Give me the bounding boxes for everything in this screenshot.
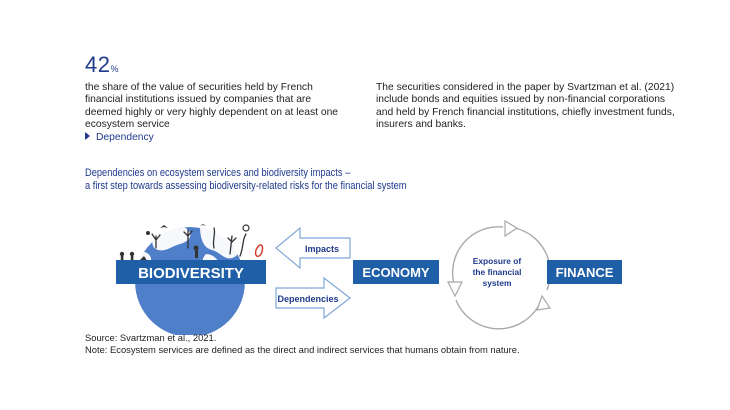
dependency-link[interactable]: [85, 132, 154, 143]
exposure-line2: the financial: [472, 267, 522, 277]
exposure-line1: Exposure of: [472, 256, 522, 266]
biodiversity-diagram: [0, 195, 730, 335]
finance-label: FINANCE: [555, 265, 614, 280]
exposure-line3: system: [482, 278, 512, 288]
dependencies-label: Dependencies: [277, 294, 339, 304]
diagram-title-line1: Dependencies on ecosystem services and biodiversity impacts –: [85, 167, 351, 179]
diagram-title: [85, 167, 481, 192]
note-text: Note: Ecosystem services are defined as the direct and indirect services that humans obtain from nature.: [85, 343, 520, 355]
diagram-title-line2: a first step towards assessing biodiversity-related risks for the financial system: [85, 179, 407, 192]
securities-note: The securities considered in the paper by Svartzman et al. (2021) include bonds and equities issued by non-financial corporations and held by French financial institutions, chiefly investment funds, insurers and banks.: [376, 82, 675, 131]
impacts-label: Impacts: [304, 244, 340, 254]
dependency-link-label: Dependency: [96, 132, 154, 143]
stat-value: 42: [85, 52, 111, 77]
economy-label: ECONOMY: [362, 265, 430, 280]
triangle-right-icon: [85, 132, 90, 140]
stat-unit: %: [110, 64, 119, 74]
biodiversity-label: BIODIVERSITY: [138, 265, 244, 282]
impacts-arrow: [276, 228, 350, 268]
source-note: [85, 332, 520, 355]
stat-highlight: [85, 52, 119, 78]
dependencies-arrow: [276, 278, 350, 318]
source-text: Source: Svartzman et al., 2021.: [85, 332, 217, 343]
stat-description: the share of the value of securities held by French financial institutions issued by companies that are deemed highly or very highly dependent on at least one ecosystem service: [85, 82, 339, 131]
